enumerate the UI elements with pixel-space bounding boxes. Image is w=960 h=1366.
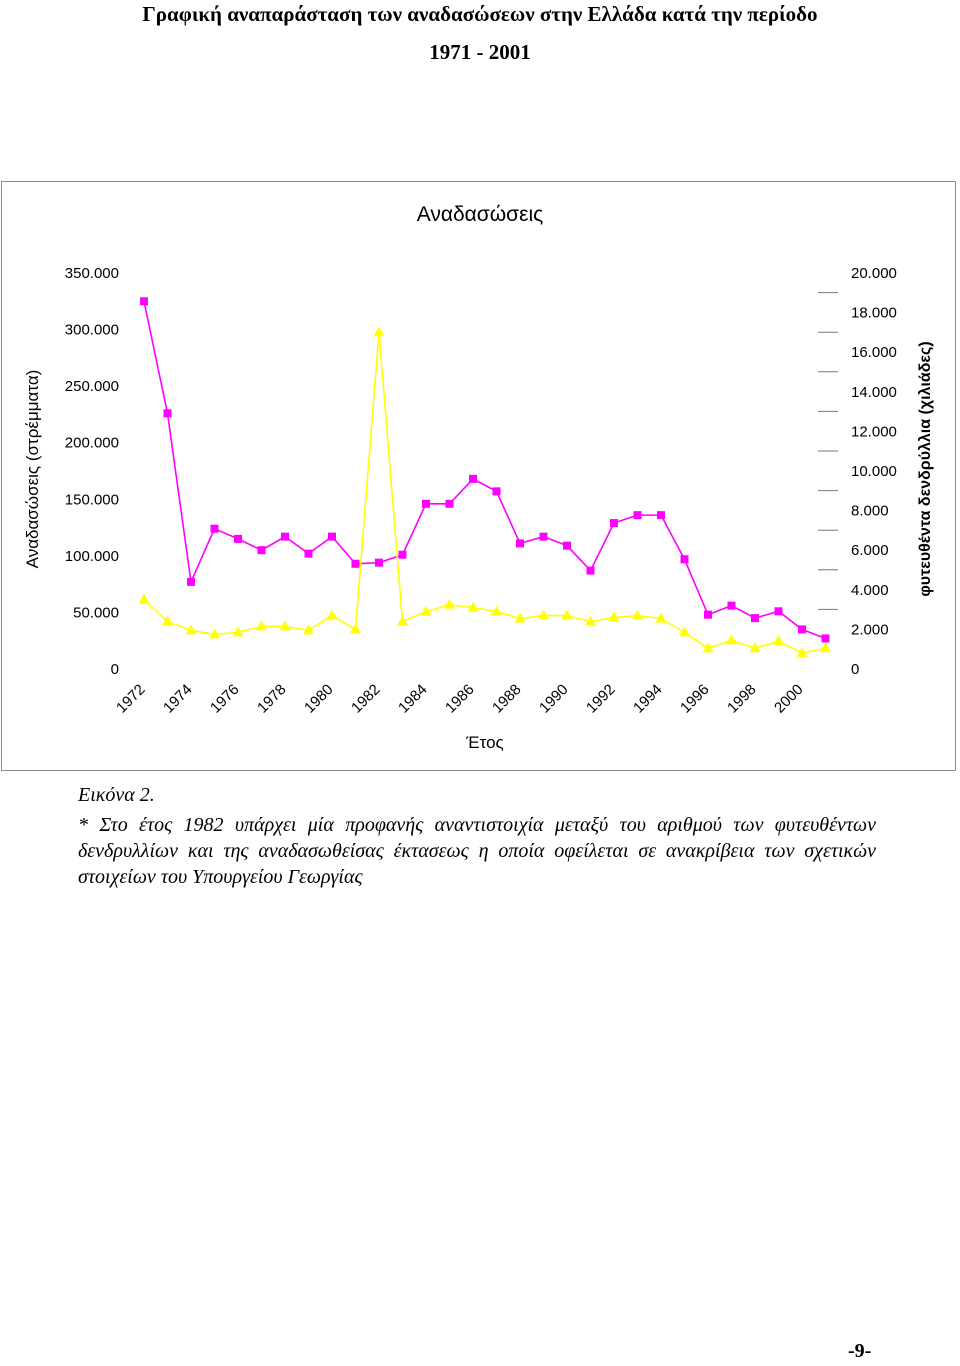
y-axis-right-label: φυτευθέντα δενδρύλλια (χιλιάδες) — [917, 341, 934, 597]
document-period: 1971 - 2001 — [429, 40, 531, 64]
right-tick-label: 6.000 — [851, 542, 889, 560]
chart-title: Αναδασώσεις — [416, 203, 544, 226]
data-point — [211, 525, 219, 533]
data-point — [375, 559, 383, 567]
data-point — [540, 533, 548, 541]
page-number: -9- — [848, 1340, 872, 1362]
data-point — [822, 634, 830, 642]
left-tick-label: 50.000 — [73, 604, 119, 622]
x-tick-label: 1988 — [489, 681, 525, 717]
x-tick-label: 1978 — [254, 681, 290, 717]
figure-label: Εικόνα 2. — [78, 784, 155, 806]
left-tick-label: 150.000 — [64, 491, 119, 509]
data-point — [469, 475, 477, 483]
data-point — [728, 602, 736, 610]
data-point — [352, 560, 360, 568]
right-tick-label: 16.000 — [851, 344, 897, 362]
left-tick-label: 100.000 — [64, 547, 119, 565]
right-tick-label: 10.000 — [851, 463, 897, 480]
data-point — [164, 409, 172, 417]
data-point — [704, 611, 712, 619]
data-point — [798, 625, 806, 633]
left-tick-label: 250.000 — [64, 378, 119, 396]
data-point — [280, 620, 291, 630]
data-point — [587, 567, 595, 575]
data-point — [422, 500, 430, 508]
data-point — [281, 533, 289, 541]
data-point — [634, 511, 642, 519]
data-point — [679, 626, 690, 636]
figure-note: * Στο έτος 1982 υπάρχει μία προφανής αναντιστοιχία μεταξύ του αριθμού των φυτευθέντων δενδρυλλίων και της αναδασωθείσας έκτασεως η οποία οφείλεται σε ανακρίβεια των σχετικών στοιχείων του Υπουργείου Γεωργίας — [78, 814, 876, 888]
x-tick-label: 1974 — [160, 681, 196, 717]
left-axis-ticks — [65, 265, 119, 678]
right-axis-tickmarks — [818, 293, 838, 610]
data-point — [681, 555, 689, 563]
data-point — [350, 623, 361, 633]
data-point — [516, 539, 524, 547]
left-tick-label: 0 — [110, 661, 119, 678]
x-tick-label: 1994 — [630, 681, 666, 717]
x-tick-label: 1972 — [113, 681, 149, 717]
right-tick-label: 0 — [851, 661, 860, 678]
right-tick-label: 2.000 — [851, 621, 889, 639]
data-point — [657, 511, 665, 519]
x-axis-ticks — [113, 681, 807, 717]
x-tick-label: 1990 — [536, 681, 572, 717]
document-title: Γραφική αναπαράσταση των αναδασώσεων στην Ελλάδα κατά την περίοδο — [142, 2, 818, 26]
y-axis-left-label: Αναδασώσεις (στρέμματα) — [23, 369, 42, 569]
data-point — [726, 634, 737, 644]
data-point — [775, 607, 783, 615]
x-tick-label: 2000 — [771, 681, 807, 717]
data-point — [444, 599, 455, 609]
x-tick-label: 1984 — [395, 681, 431, 717]
right-axis-ticks — [851, 265, 897, 678]
right-tick-label: 8.000 — [851, 502, 889, 520]
right-tick-label: 4.000 — [851, 581, 889, 599]
series-line — [144, 301, 826, 638]
data-point — [446, 500, 454, 508]
x-tick-label: 1996 — [677, 681, 713, 717]
right-tick-label: 14.000 — [851, 383, 897, 401]
right-tick-label: 12.000 — [851, 423, 897, 441]
data-point — [374, 326, 385, 336]
data-point — [234, 535, 242, 543]
right-tick-label: 20.000 — [851, 265, 897, 282]
x-tick-label: 1976 — [207, 681, 243, 717]
data-point — [632, 610, 643, 620]
data-point — [140, 297, 148, 305]
data-point — [399, 551, 407, 559]
data-point — [258, 546, 266, 554]
x-tick-label: 1982 — [348, 681, 384, 717]
data-point — [820, 642, 831, 652]
right-tick-label: 18.000 — [851, 304, 897, 322]
data-point — [610, 519, 618, 527]
data-point — [562, 610, 573, 620]
data-point — [328, 533, 336, 541]
x-tick-label: 1986 — [442, 681, 478, 717]
data-point — [751, 614, 759, 622]
chart-area — [1, 181, 956, 771]
x-tick-label: 1980 — [301, 681, 337, 717]
left-tick-label: 300.000 — [64, 321, 119, 339]
x-axis-label: Έτος — [466, 733, 504, 752]
chart-svg — [2, 182, 955, 770]
left-tick-label: 350.000 — [64, 265, 119, 282]
data-point — [493, 487, 501, 495]
data-point — [773, 635, 784, 645]
data-point — [538, 610, 549, 620]
data-point — [327, 610, 338, 620]
left-tick-label: 200.000 — [64, 434, 119, 452]
data-point — [256, 620, 267, 630]
data-point — [305, 550, 313, 558]
data-point — [139, 594, 150, 604]
data-point — [187, 578, 195, 586]
series-line — [144, 332, 826, 653]
data-point — [563, 542, 571, 550]
series-reforestation-area — [140, 297, 830, 642]
x-tick-label: 1998 — [724, 681, 760, 717]
x-tick-label: 1992 — [583, 681, 619, 717]
